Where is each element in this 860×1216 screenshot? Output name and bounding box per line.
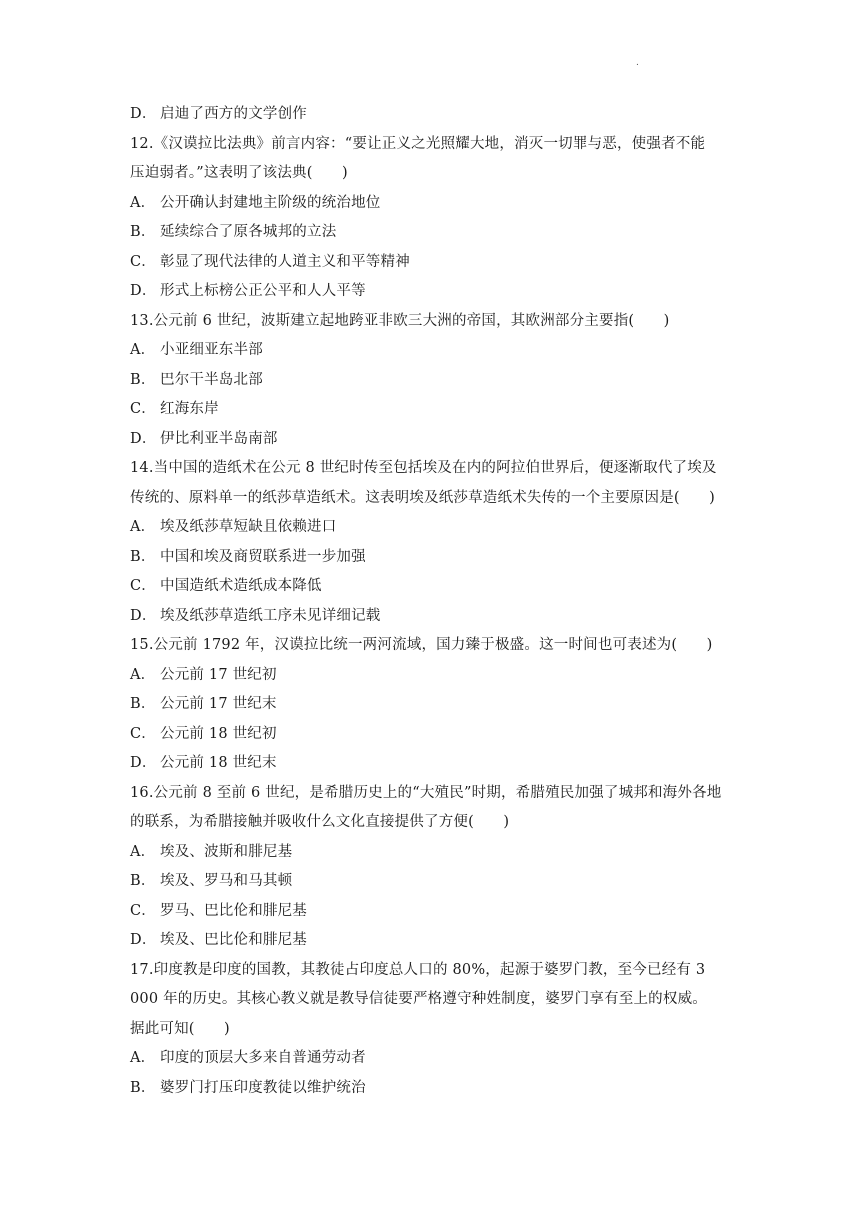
option-text: 公元前 18 世纪初 xyxy=(160,725,277,742)
option-text: 公元前 17 世纪末 xyxy=(160,696,277,712)
question-text: 传统的、原料单一的纸莎草造纸术。这表明埃及纸莎草造纸术失传的一个主要原因是( ) xyxy=(130,489,716,506)
option-text: 中国和埃及商贸联系进一步加强 xyxy=(160,548,366,565)
option-letter: B． xyxy=(130,548,156,565)
answer-option xyxy=(130,277,730,307)
question-text-line xyxy=(130,307,730,337)
answer-option xyxy=(130,248,730,278)
answer-option xyxy=(130,189,730,219)
question-text-line xyxy=(130,808,730,838)
question-text: 据此可知( ) xyxy=(130,1020,230,1037)
answer-option xyxy=(130,572,730,602)
answer-option xyxy=(130,897,730,927)
option-text: 公开确认封建地主阶级的统治地位 xyxy=(160,194,381,211)
option-letter: B． xyxy=(130,371,156,388)
option-text: 埃及纸莎草短缺且依赖进口 xyxy=(160,519,337,535)
answer-option xyxy=(130,1044,730,1074)
question-text-line xyxy=(130,1015,730,1045)
option-letter: D． xyxy=(130,106,157,122)
option-text: 公元前 18 世纪末 xyxy=(160,755,277,771)
question-text-line xyxy=(130,631,730,661)
answer-option xyxy=(130,720,730,750)
question-text: 压迫弱者。”这表明了该法典( ) xyxy=(130,165,348,181)
option-text: 红海东岸 xyxy=(160,401,219,417)
question-text-line xyxy=(130,484,730,514)
option-letter: A． xyxy=(130,843,156,860)
question-text: 12.《汉谟拉比法典》前言内容：“要让正义之光照耀大地，消灭一切罪与恶，使强者不能 xyxy=(130,135,706,152)
question-text: 的联系，为希腊接触并吸收什么文化直接提供了方便( ) xyxy=(130,814,510,830)
answer-option xyxy=(130,838,730,868)
option-text: 形式上标榜公正公平和人人平等 xyxy=(160,283,366,299)
question-text: 000 年的历史。其核心教义就是教导信徒要严格遵守种姓制度，婆罗门享有至上的权威。 xyxy=(130,991,707,1007)
option-text: 婆罗门打压印度教徒以维护统治 xyxy=(160,1079,366,1096)
option-letter: D． xyxy=(130,430,157,447)
option-text: 启迪了西方的文学创作 xyxy=(160,106,307,122)
question-text-line xyxy=(130,779,730,809)
header-mark: . xyxy=(636,58,639,68)
answer-option xyxy=(130,336,730,366)
answer-option xyxy=(130,1074,730,1104)
question-text-line xyxy=(130,956,730,986)
question-text-line xyxy=(130,130,730,160)
option-letter: A． xyxy=(130,342,156,358)
question-text-line xyxy=(130,159,730,189)
option-letter: D． xyxy=(130,755,157,771)
option-letter: C． xyxy=(130,725,156,742)
question-text: 17.印度教是印度的国教，其教徒占印度总人口的 80%，起源于婆罗门教，至今已经有 3 xyxy=(130,961,706,978)
option-letter: A． xyxy=(130,194,156,211)
option-text: 埃及纸莎草造纸工序未见详细记载 xyxy=(160,607,381,624)
option-text: 公元前 17 世纪初 xyxy=(160,666,277,683)
question-text-line xyxy=(130,454,730,484)
option-letter: B． xyxy=(130,696,156,712)
answer-option xyxy=(130,602,730,632)
question-text: 13.公元前 6 世纪，波斯建立起地跨亚非欧三大洲的帝国，其欧洲部分主要指( ) xyxy=(130,312,670,329)
answer-option xyxy=(130,513,730,543)
answer-option xyxy=(130,395,730,425)
option-text: 延续综合了原各城邦的立法 xyxy=(160,224,337,240)
answer-option xyxy=(130,218,730,248)
option-letter: C． xyxy=(130,578,156,594)
option-text: 罗马、巴比伦和腓尼基 xyxy=(160,902,307,919)
option-text: 埃及、巴比伦和腓尼基 xyxy=(160,932,307,948)
option-letter: B． xyxy=(130,224,156,240)
answer-option xyxy=(130,926,730,956)
option-letter: B． xyxy=(130,1079,156,1096)
option-text: 巴尔干半岛北部 xyxy=(160,371,263,388)
answer-option xyxy=(130,366,730,396)
option-text: 小亚细亚东半部 xyxy=(160,342,263,358)
option-text: 中国造纸术造纸成本降低 xyxy=(160,578,322,594)
question-text: 14.当中国的造纸术在公元 8 世纪时传至包括埃及在内的阿拉伯世界后，便逐渐取代了埃及 xyxy=(130,460,717,476)
answer-option xyxy=(130,425,730,455)
question-text-line xyxy=(130,985,730,1015)
answer-option xyxy=(130,690,730,720)
option-letter: D． xyxy=(130,283,157,299)
option-letter: B． xyxy=(130,873,156,889)
question-text: 15.公元前 1792 年，汉谟拉比统一两河流域，国力臻于极盛。这一时间也可表述为( ) xyxy=(130,637,713,653)
option-letter: C． xyxy=(130,401,156,417)
option-letter: D． xyxy=(130,932,157,948)
question-text: 16.公元前 8 至前 6 世纪，是希腊历史上的“大殖民”时期，希腊殖民加强了城邦和海外各地 xyxy=(130,784,722,801)
option-text: 伊比利亚半岛南部 xyxy=(160,430,278,447)
answer-option xyxy=(130,867,730,897)
answer-option xyxy=(130,100,730,130)
option-letter: C． xyxy=(130,253,156,270)
option-letter: C． xyxy=(130,902,156,919)
option-letter: A． xyxy=(130,666,156,683)
option-letter: A． xyxy=(130,519,156,535)
option-text: 彰显了现代法律的人道主义和平等精神 xyxy=(160,253,410,270)
option-text: 埃及、罗马和马其顿 xyxy=(160,873,293,889)
option-text: 埃及、波斯和腓尼基 xyxy=(160,843,293,860)
document-body xyxy=(130,100,730,1103)
answer-option xyxy=(130,749,730,779)
answer-option xyxy=(130,661,730,691)
option-letter: A． xyxy=(130,1050,156,1066)
answer-option xyxy=(130,543,730,573)
option-text: 印度的顶层大多来自普通劳动者 xyxy=(160,1050,366,1066)
option-letter: D． xyxy=(130,607,157,624)
